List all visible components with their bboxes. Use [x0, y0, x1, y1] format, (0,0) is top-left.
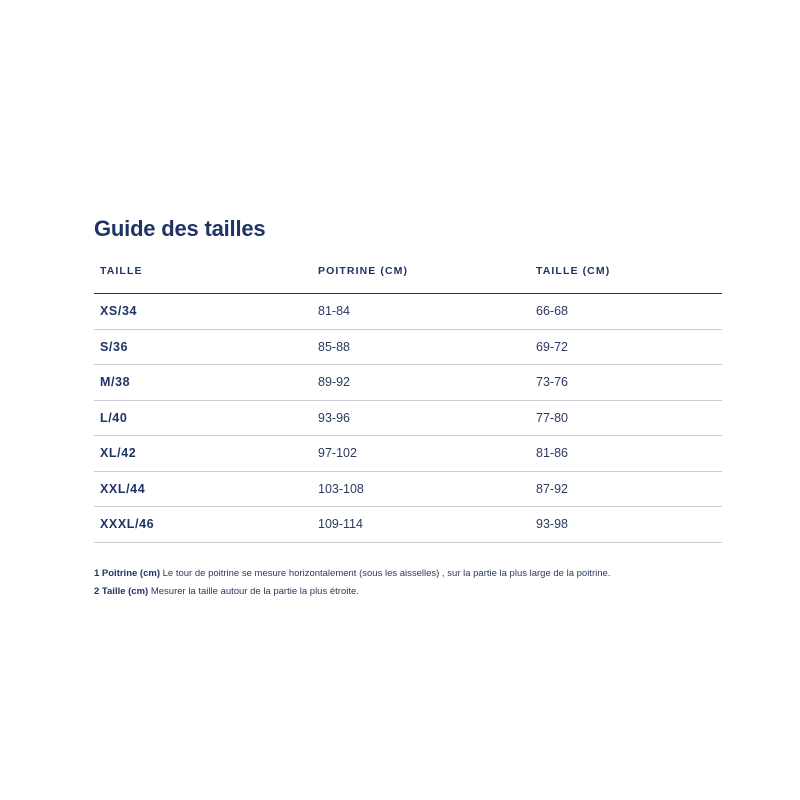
- table-row: [94, 365, 722, 401]
- size-cell: XS/34: [94, 294, 312, 330]
- chest-cell: 97-102: [312, 436, 530, 472]
- column-header-size: TAILLE: [94, 263, 312, 294]
- chest-cell: 85-88: [312, 329, 530, 365]
- footnote-waist: [94, 583, 722, 601]
- waist-cell: 73-76: [530, 365, 722, 401]
- column-header-chest: POITRINE (CM): [312, 263, 530, 294]
- chest-cell: 103-108: [312, 471, 530, 507]
- table-row: [94, 436, 722, 472]
- size-cell: L/40: [94, 400, 312, 436]
- footnote-label: 1 Poitrine (cm): [94, 567, 160, 579]
- size-cell: XXL/44: [94, 471, 312, 507]
- waist-cell: 66-68: [530, 294, 722, 330]
- footnote-text: Le tour de poitrine se mesure horizontalement (sous les aisselles) , sur la partie la plus large de la poitrine.: [162, 567, 611, 579]
- size-cell: M/38: [94, 365, 312, 401]
- column-header-waist: TAILLE (CM): [530, 263, 722, 294]
- size-guide: [94, 212, 722, 601]
- waist-cell: 69-72: [530, 329, 722, 365]
- waist-cell: 93-98: [530, 507, 722, 543]
- chest-cell: 93-96: [312, 400, 530, 436]
- waist-cell: 81-86: [530, 436, 722, 472]
- size-cell: XL/42: [94, 436, 312, 472]
- chest-cell: 109-114: [312, 507, 530, 543]
- size-cell: XXXL/46: [94, 507, 312, 543]
- page-title: Guide des tailles: [94, 216, 266, 241]
- footnotes: [94, 565, 722, 601]
- chest-cell: 89-92: [312, 365, 530, 401]
- chest-cell: 81-84: [312, 294, 530, 330]
- table-header-row: [94, 263, 722, 294]
- table-row: [94, 294, 722, 330]
- table-row: [94, 471, 722, 507]
- table-row: [94, 400, 722, 436]
- waist-cell: 77-80: [530, 400, 722, 436]
- table-row: [94, 507, 722, 543]
- table-row: [94, 329, 722, 365]
- footnote-label: 2 Taille (cm): [94, 585, 149, 597]
- footnote-chest: [94, 565, 722, 583]
- size-table: [94, 263, 722, 543]
- footnote-text: Mesurer la taille autour de la partie la plus étroite.: [150, 585, 359, 597]
- waist-cell: 87-92: [530, 471, 722, 507]
- size-cell: S/36: [94, 329, 312, 365]
